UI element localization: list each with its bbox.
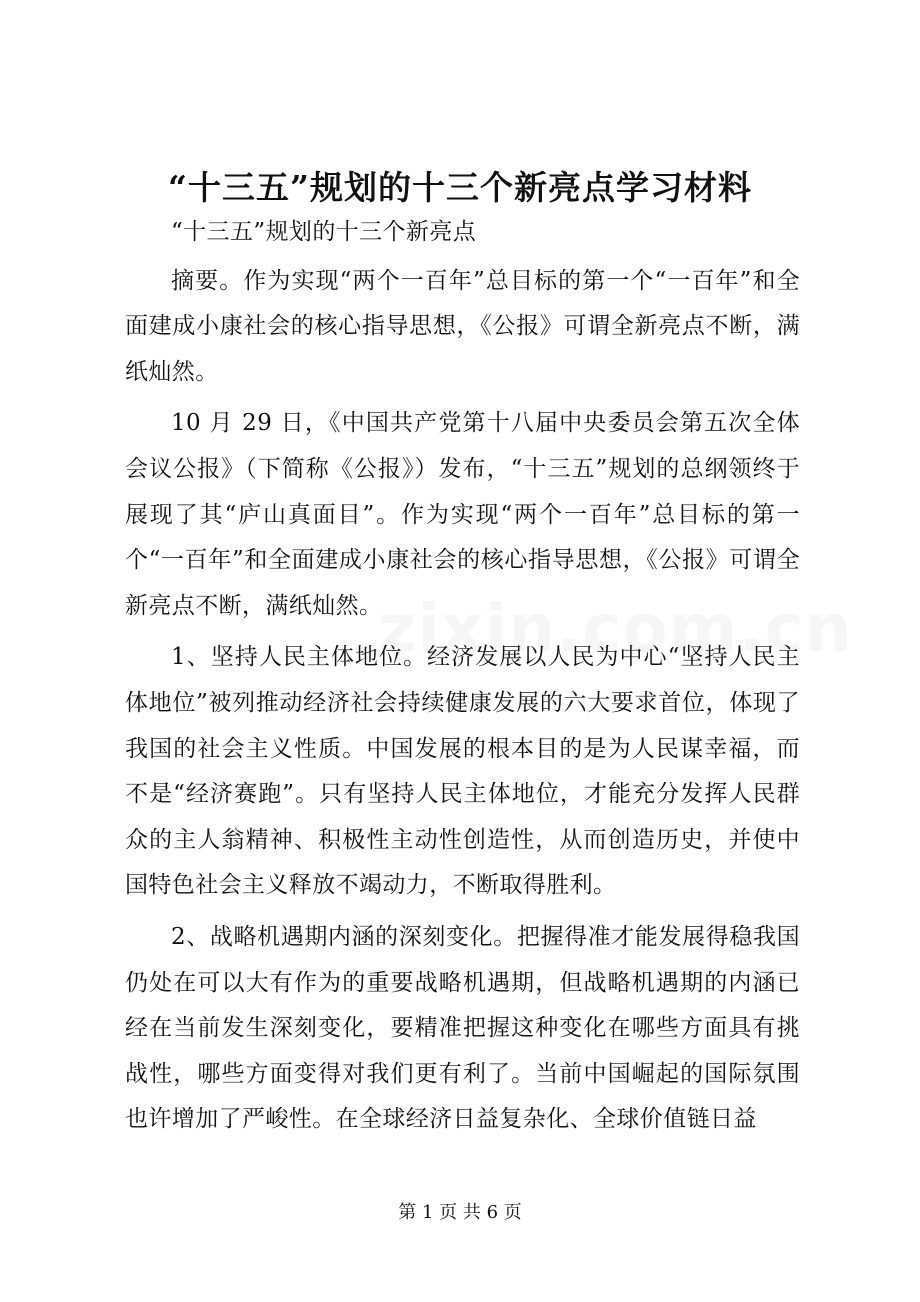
document-body (125, 210, 800, 1149)
body-paragraph: 10 月 29 日，《中国共产党第十八届中央委员会第五次全体会议公报》（下简称《公报》）发布，“十三五”规划的总纲领终于展现了其“庐山真面目”。作为实现“两个一百年”总目标的第一个“一百年”和全面建成小康社会的核心指导思想，《公报》可谓全新亮点不断，满纸灿然。 (125, 410, 800, 619)
page-footer: 第 1 页 共 6 页 (398, 1202, 522, 1223)
document-title: “十三五”规划的十三个新亮点学习材料 (168, 168, 752, 207)
point-1-paragraph: 1、坚持人民主体地位。经济发展以人民为中心“坚持人民主体地位”被列推动经济社会持续健康发展的六大要求首位，体现了我国的社会主义性质。中国发展的根本目的是为人民谋幸福，而不是“经济赛跑”。只有坚持人民主体地位，才能充分发挥人民群众的主人翁精神、积极性主动性创造性，从而创造历史，并使中国特色社会主义释放不竭动力，不断取得胜利。 (125, 644, 800, 899)
document-subtitle: “十三五”规划的十三个新亮点 (171, 219, 477, 245)
point-2-paragraph: 2、战略机遇期内涵的深刻变化。把握得准才能发展得稳我国仍处在可以大有作为的重要战略机遇期，但战略机遇期的内涵已经在当前发生深刻变化，要精准把握这种变化在哪些方面具有挑战性，哪些方面变得对我们更有利了。当前中国崛起的国际氛围也许增加了严峻性。在全球经济日益复杂化、全球价值链日益 (125, 923, 800, 1133)
abstract-paragraph: 摘要。作为实现“两个一百年”总目标的第一个“一百年”和全面建成小康社会的核心指导思想，《公报》可谓全新亮点不断，满纸灿然。 (125, 267, 800, 385)
